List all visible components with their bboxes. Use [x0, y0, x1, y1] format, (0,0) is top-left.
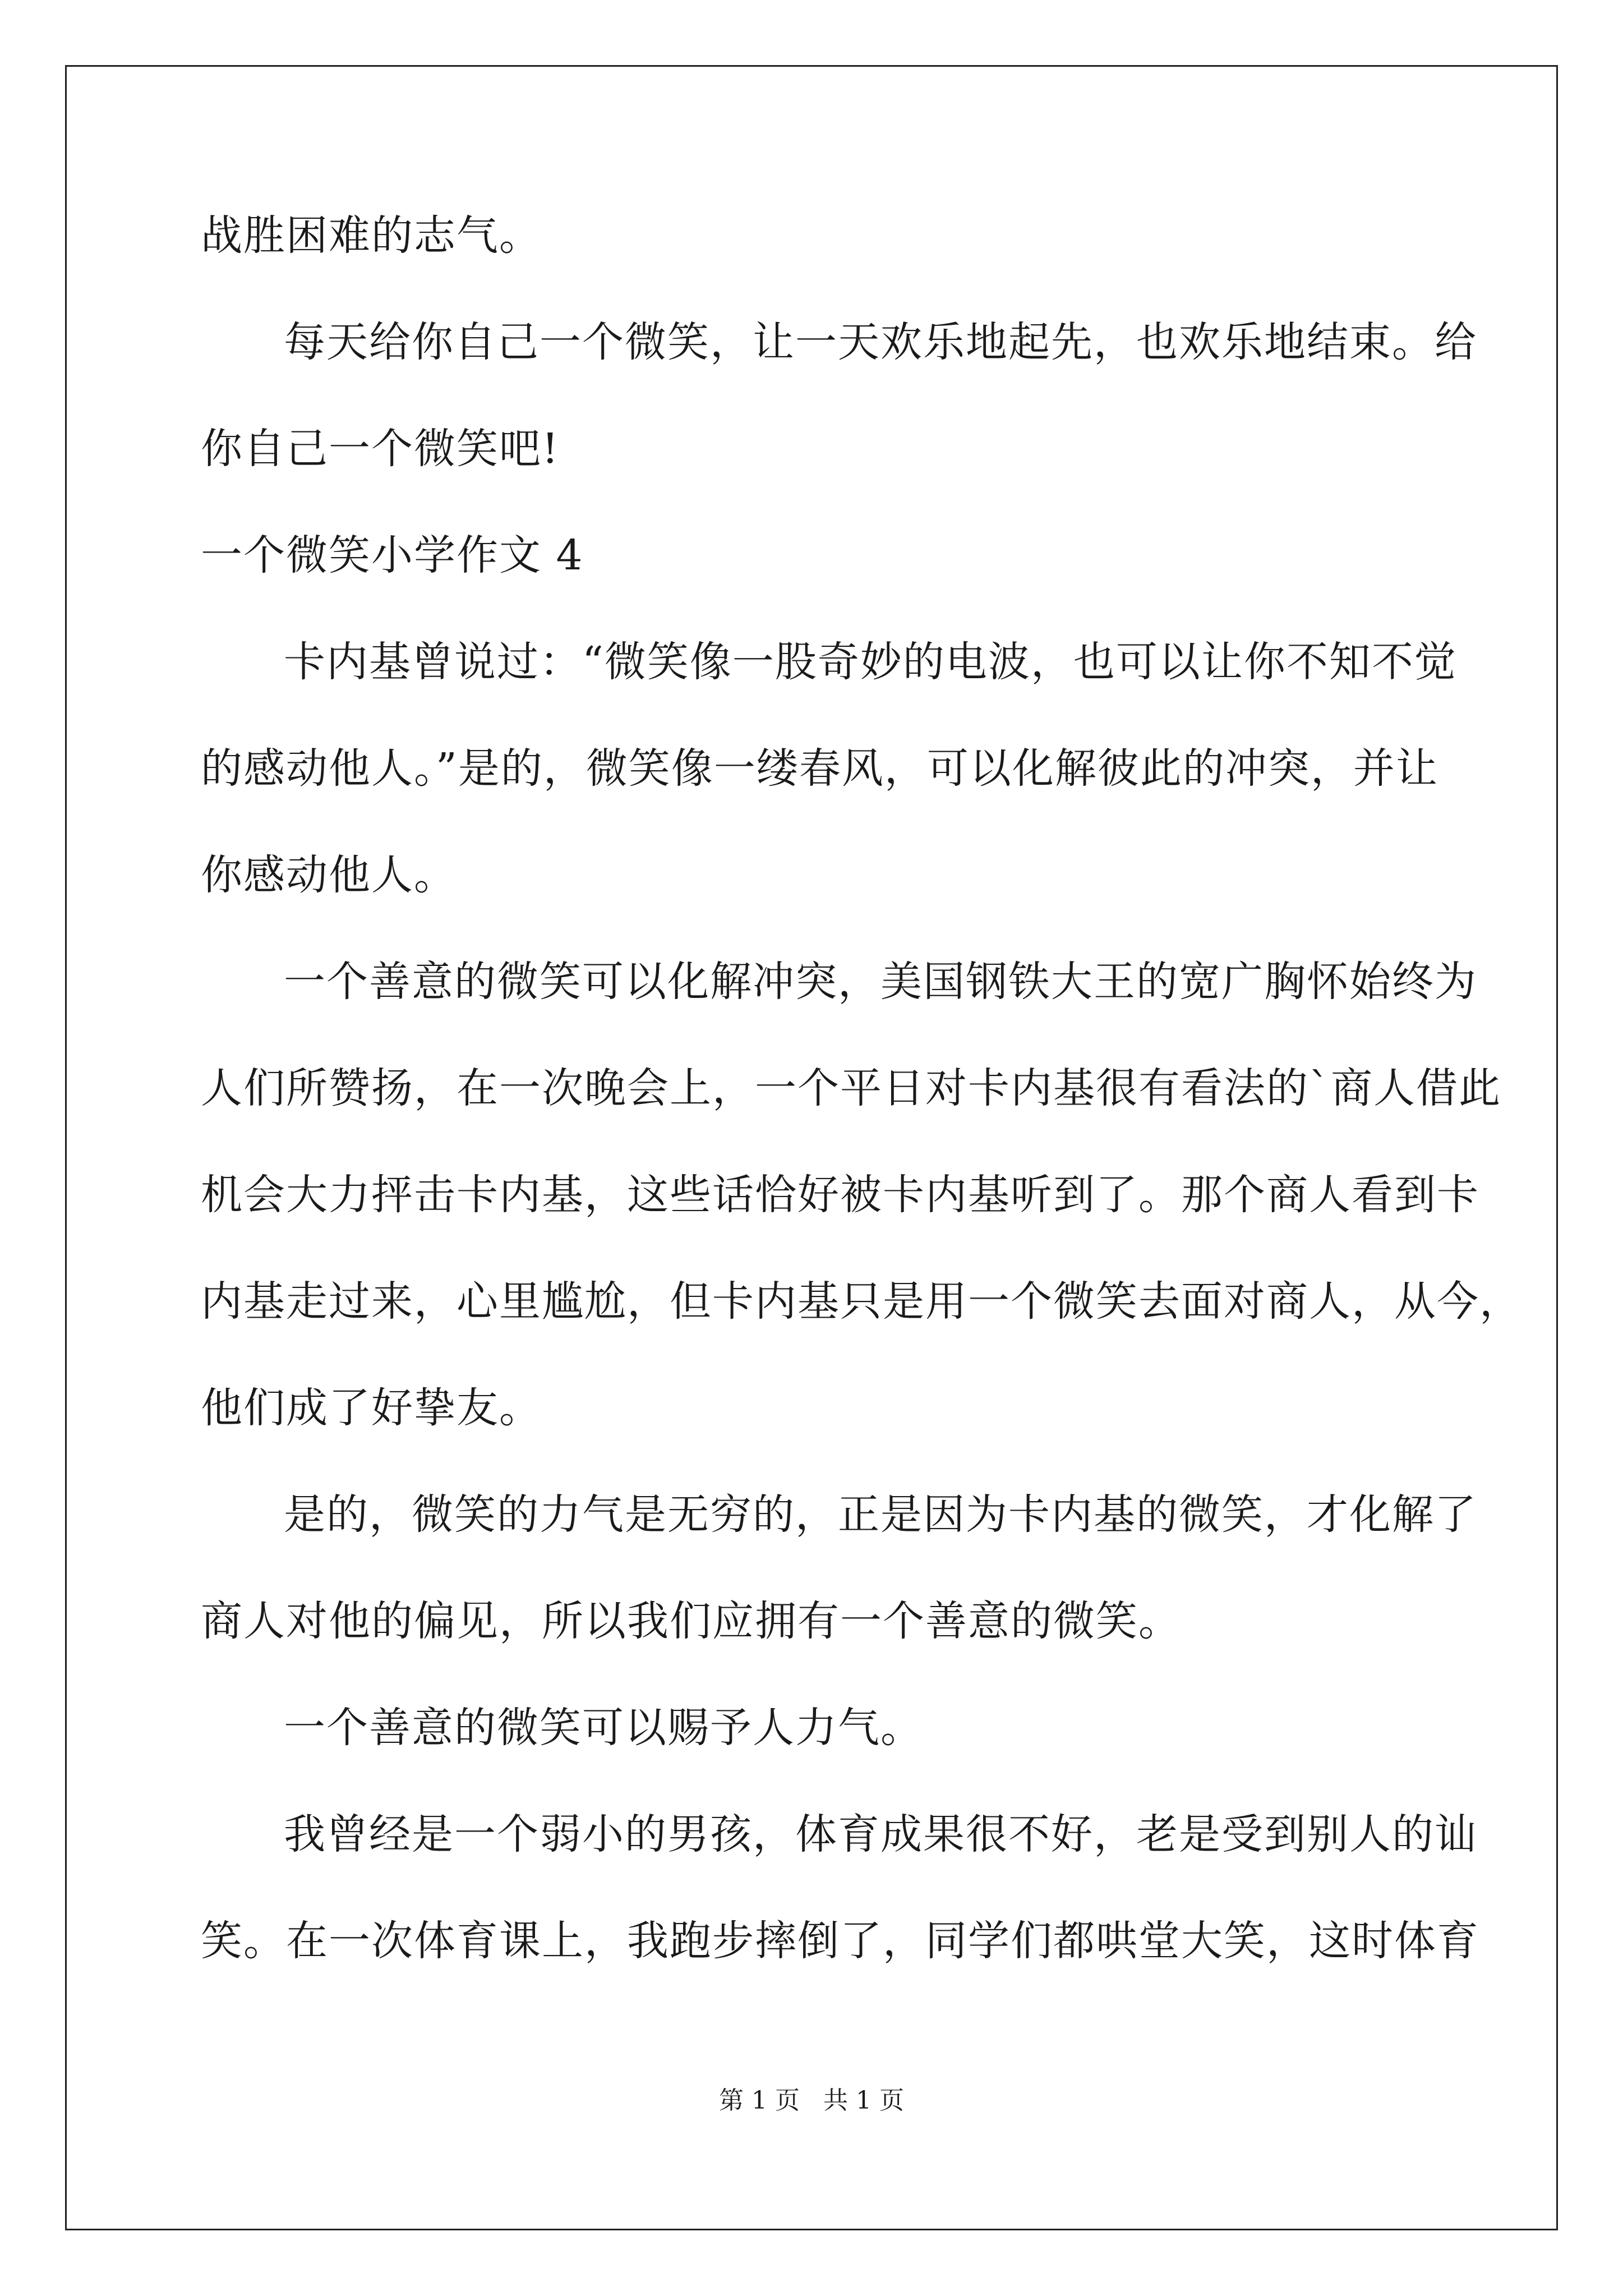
text-line: 人们所赞扬，在一次晚会上，一个平日对卡内基很有看法的`商人借此: [201, 1064, 1501, 1112]
text-line: 卡内基曾说过：“微笑像一股奇妙的电波，也可以让你不知不觉: [284, 638, 1457, 686]
page-footer: 第 1 页 共 1 页: [719, 2086, 904, 2115]
text-line: 你自己一个微笑吧!: [201, 425, 560, 473]
text-line: 每天给你自己一个微笑，让一天欢乐地起先，也欢乐地结束。给: [284, 318, 1477, 366]
document-body: [201, 208, 1522, 2019]
text-line: 他们成了好挚友。: [201, 1384, 542, 1432]
text-line: 商人对他的偏见，所以我们应拥有一个善意的微笑。: [201, 1597, 1181, 1645]
text-line: 机会大力抨击卡内基，这些话恰好被卡内基听到了。那个商人看到卡: [201, 1171, 1479, 1219]
text-line: 一个善意的微笑可以赐予人力气。: [284, 1704, 923, 1752]
section-heading: 一个微笑小学作文 4: [201, 531, 584, 579]
text-line: 我曾经是一个弱小的男孩，体育成果很不好，老是受到别人的讪: [284, 1810, 1477, 1858]
text-line: 笑。在一次体育课上，我跑步摔倒了，同学们都哄堂大笑，这时体育: [201, 1917, 1479, 1965]
text-line: 你感动他人。: [201, 851, 457, 899]
text-line: 内基走过来，心里尴尬，但卡内基只是用一个微笑去面对商人，从今，: [201, 1277, 1522, 1326]
text-line: 是的，微笑的力气是无穷的，正是因为卡内基的微笑，才化解了: [284, 1490, 1477, 1539]
text-line: 的感动他人。”是的，微笑像一缕春风，可以化解彼此的冲突，并让: [201, 744, 1438, 793]
text-line: 战胜困难的志气。: [201, 211, 542, 260]
text-line: 一个善意的微笑可以化解冲突，美国钢铁大王的宽广胸怀始终为: [284, 958, 1477, 1006]
